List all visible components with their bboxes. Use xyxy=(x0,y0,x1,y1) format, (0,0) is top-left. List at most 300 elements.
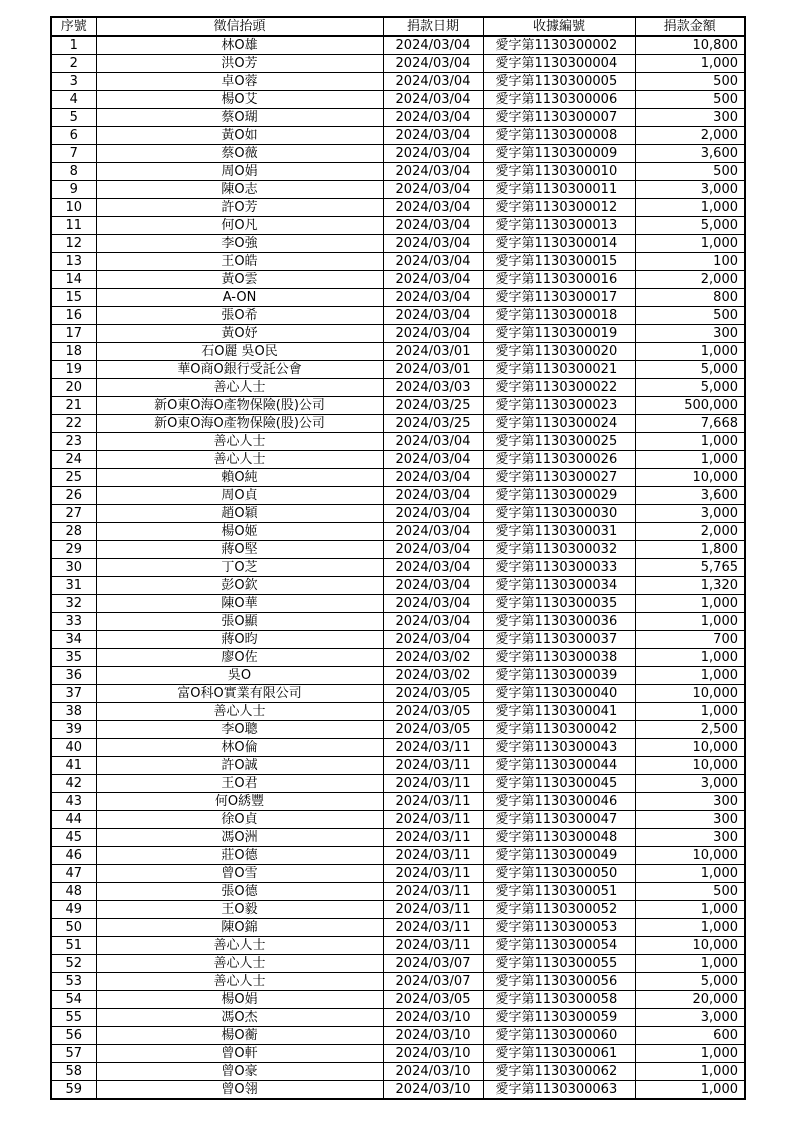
cell-donor-title: 蔣O堅 xyxy=(96,541,383,559)
cell-serial-number: 50 xyxy=(51,919,96,937)
cell-donation-date: 2024/03/11 xyxy=(383,739,483,757)
cell-donor-title: 新O東O海O產物保險(股)公司 xyxy=(96,397,383,415)
cell-donor-title: 許O芳 xyxy=(96,199,383,217)
cell-receipt-number: 愛字第1130300026 xyxy=(483,451,635,469)
cell-receipt-number: 愛字第1130300040 xyxy=(483,685,635,703)
table-row xyxy=(51,829,745,847)
cell-receipt-number: 愛字第1130300060 xyxy=(483,1027,635,1045)
cell-donation-amount: 10,800 xyxy=(635,36,745,55)
cell-donation-date: 2024/03/11 xyxy=(383,883,483,901)
cell-donation-amount: 500 xyxy=(635,91,745,109)
cell-donation-date: 2024/03/04 xyxy=(383,469,483,487)
cell-serial-number: 31 xyxy=(51,577,96,595)
cell-donor-title: 趙O穎 xyxy=(96,505,383,523)
cell-receipt-number: 愛字第1130300008 xyxy=(483,127,635,145)
cell-receipt-number: 愛字第1130300044 xyxy=(483,757,635,775)
cell-donation-amount: 5,000 xyxy=(635,379,745,397)
cell-donation-amount: 1,000 xyxy=(635,595,745,613)
cell-donation-date: 2024/03/04 xyxy=(383,559,483,577)
cell-donor-title: 黃O妤 xyxy=(96,325,383,343)
cell-donation-amount: 1,000 xyxy=(635,649,745,667)
cell-receipt-number: 愛字第1130300011 xyxy=(483,181,635,199)
table-row xyxy=(51,145,745,163)
cell-donor-title: 廖O佐 xyxy=(96,649,383,667)
cell-serial-number: 7 xyxy=(51,145,96,163)
cell-donation-date: 2024/03/25 xyxy=(383,397,483,415)
cell-serial-number: 15 xyxy=(51,289,96,307)
cell-serial-number: 3 xyxy=(51,73,96,91)
cell-donor-title: 王O皓 xyxy=(96,253,383,271)
cell-serial-number: 18 xyxy=(51,343,96,361)
cell-serial-number: 52 xyxy=(51,955,96,973)
cell-donor-title: 吳O xyxy=(96,667,383,685)
cell-receipt-number: 愛字第1130300039 xyxy=(483,667,635,685)
cell-donor-title: 卓O蓉 xyxy=(96,73,383,91)
table-row xyxy=(51,739,745,757)
cell-donation-date: 2024/03/11 xyxy=(383,829,483,847)
cell-donor-title: 周O娟 xyxy=(96,163,383,181)
cell-donor-title: 賴O純 xyxy=(96,469,383,487)
table-row xyxy=(51,595,745,613)
cell-donation-date: 2024/03/11 xyxy=(383,775,483,793)
cell-donation-date: 2024/03/04 xyxy=(383,523,483,541)
cell-receipt-number: 愛字第1130300023 xyxy=(483,397,635,415)
cell-serial-number: 51 xyxy=(51,937,96,955)
table-row xyxy=(51,1063,745,1081)
cell-serial-number: 27 xyxy=(51,505,96,523)
table-row xyxy=(51,1081,745,1100)
table-row xyxy=(51,109,745,127)
cell-serial-number: 57 xyxy=(51,1045,96,1063)
cell-donor-title: A-ON xyxy=(96,289,383,307)
cell-donation-date: 2024/03/04 xyxy=(383,217,483,235)
cell-donation-date: 2024/03/11 xyxy=(383,793,483,811)
cell-donation-amount: 3,000 xyxy=(635,505,745,523)
cell-serial-number: 2 xyxy=(51,55,96,73)
cell-receipt-number: 愛字第1130300051 xyxy=(483,883,635,901)
table-row xyxy=(51,271,745,289)
cell-donation-date: 2024/03/07 xyxy=(383,955,483,973)
cell-donor-title: 楊O姬 xyxy=(96,523,383,541)
cell-donation-amount: 3,600 xyxy=(635,487,745,505)
cell-donor-title: 曾O軒 xyxy=(96,1045,383,1063)
cell-serial-number: 8 xyxy=(51,163,96,181)
cell-donation-date: 2024/03/04 xyxy=(383,36,483,55)
cell-donation-date: 2024/03/04 xyxy=(383,253,483,271)
cell-donor-title: 富O科O實業有限公司 xyxy=(96,685,383,703)
cell-receipt-number: 愛字第1130300062 xyxy=(483,1063,635,1081)
cell-donation-date: 2024/03/11 xyxy=(383,919,483,937)
table-row xyxy=(51,307,745,325)
table-row xyxy=(51,649,745,667)
cell-serial-number: 49 xyxy=(51,901,96,919)
cell-donation-date: 2024/03/05 xyxy=(383,703,483,721)
cell-receipt-number: 愛字第1130300025 xyxy=(483,433,635,451)
table-row xyxy=(51,865,745,883)
cell-receipt-number: 愛字第1130300013 xyxy=(483,217,635,235)
table-row xyxy=(51,127,745,145)
cell-serial-number: 44 xyxy=(51,811,96,829)
cell-donation-date: 2024/03/25 xyxy=(383,415,483,433)
cell-receipt-number: 愛字第1130300007 xyxy=(483,109,635,127)
table-row xyxy=(51,1045,745,1063)
table-row xyxy=(51,199,745,217)
cell-serial-number: 30 xyxy=(51,559,96,577)
cell-serial-number: 9 xyxy=(51,181,96,199)
cell-serial-number: 39 xyxy=(51,721,96,739)
table-row xyxy=(51,235,745,253)
cell-donor-title: 曾O翎 xyxy=(96,1081,383,1100)
cell-donation-amount: 2,000 xyxy=(635,271,745,289)
cell-donation-date: 2024/03/04 xyxy=(383,631,483,649)
cell-serial-number: 14 xyxy=(51,271,96,289)
cell-donor-title: 楊O艾 xyxy=(96,91,383,109)
cell-donation-amount: 10,000 xyxy=(635,739,745,757)
cell-donation-date: 2024/03/04 xyxy=(383,145,483,163)
cell-receipt-number: 愛字第1130300021 xyxy=(483,361,635,379)
cell-serial-number: 53 xyxy=(51,973,96,991)
cell-donor-title: 石O麗 吳O民 xyxy=(96,343,383,361)
cell-donation-date: 2024/03/04 xyxy=(383,505,483,523)
cell-donation-date: 2024/03/11 xyxy=(383,865,483,883)
cell-serial-number: 55 xyxy=(51,1009,96,1027)
cell-donation-date: 2024/03/02 xyxy=(383,649,483,667)
cell-serial-number: 32 xyxy=(51,595,96,613)
cell-donation-date: 2024/03/04 xyxy=(383,595,483,613)
cell-serial-number: 48 xyxy=(51,883,96,901)
table-row xyxy=(51,163,745,181)
cell-receipt-number: 愛字第1130300006 xyxy=(483,91,635,109)
cell-serial-number: 16 xyxy=(51,307,96,325)
cell-donation-amount: 1,000 xyxy=(635,235,745,253)
cell-donation-amount: 1,800 xyxy=(635,541,745,559)
cell-donor-title: 楊O蘅 xyxy=(96,1027,383,1045)
cell-receipt-number: 愛字第1130300043 xyxy=(483,739,635,757)
cell-donor-title: 徐O貞 xyxy=(96,811,383,829)
table-row xyxy=(51,379,745,397)
cell-donor-title: 何O凡 xyxy=(96,217,383,235)
cell-donor-title: 善心人士 xyxy=(96,433,383,451)
header-donation-amount: 捐款金額 xyxy=(635,17,745,36)
cell-donor-title: 彭O欽 xyxy=(96,577,383,595)
cell-receipt-number: 愛字第1130300015 xyxy=(483,253,635,271)
cell-serial-number: 11 xyxy=(51,217,96,235)
table-row xyxy=(51,685,745,703)
cell-serial-number: 36 xyxy=(51,667,96,685)
cell-receipt-number: 愛字第1130300033 xyxy=(483,559,635,577)
cell-serial-number: 23 xyxy=(51,433,96,451)
table-row xyxy=(51,757,745,775)
cell-donor-title: 蔡O瑚 xyxy=(96,109,383,127)
cell-serial-number: 54 xyxy=(51,991,96,1009)
cell-serial-number: 58 xyxy=(51,1063,96,1081)
cell-donor-title: 善心人士 xyxy=(96,955,383,973)
cell-donor-title: 曾O豪 xyxy=(96,1063,383,1081)
cell-donation-date: 2024/03/11 xyxy=(383,937,483,955)
cell-donation-amount: 1,000 xyxy=(635,343,745,361)
cell-donor-title: 善心人士 xyxy=(96,451,383,469)
cell-donor-title: 莊O德 xyxy=(96,847,383,865)
cell-donation-amount: 300 xyxy=(635,325,745,343)
cell-donor-title: 許O誠 xyxy=(96,757,383,775)
cell-donation-amount: 7,668 xyxy=(635,415,745,433)
cell-serial-number: 6 xyxy=(51,127,96,145)
cell-receipt-number: 愛字第1130300058 xyxy=(483,991,635,1009)
cell-receipt-number: 愛字第1130300050 xyxy=(483,865,635,883)
cell-donation-date: 2024/03/02 xyxy=(383,667,483,685)
cell-serial-number: 1 xyxy=(51,36,96,55)
cell-receipt-number: 愛字第1130300019 xyxy=(483,325,635,343)
cell-receipt-number: 愛字第1130300029 xyxy=(483,487,635,505)
cell-receipt-number: 愛字第1130300041 xyxy=(483,703,635,721)
cell-donation-amount: 3,600 xyxy=(635,145,745,163)
cell-serial-number: 26 xyxy=(51,487,96,505)
cell-donor-title: 李O強 xyxy=(96,235,383,253)
cell-donation-date: 2024/03/10 xyxy=(383,1009,483,1027)
cell-receipt-number: 愛字第1130300055 xyxy=(483,955,635,973)
cell-receipt-number: 愛字第1130300063 xyxy=(483,1081,635,1100)
table-row xyxy=(51,343,745,361)
cell-donor-title: 蔡O薇 xyxy=(96,145,383,163)
cell-receipt-number: 愛字第1130300061 xyxy=(483,1045,635,1063)
cell-donor-title: 馮O洲 xyxy=(96,829,383,847)
cell-donation-date: 2024/03/05 xyxy=(383,991,483,1009)
cell-donor-title: 陳O華 xyxy=(96,595,383,613)
cell-donation-amount: 1,000 xyxy=(635,451,745,469)
cell-donor-title: 周O貞 xyxy=(96,487,383,505)
cell-receipt-number: 愛字第1130300042 xyxy=(483,721,635,739)
table-row xyxy=(51,36,745,55)
table-row xyxy=(51,91,745,109)
cell-receipt-number: 愛字第1130300046 xyxy=(483,793,635,811)
cell-donation-amount: 5,000 xyxy=(635,973,745,991)
table-row xyxy=(51,361,745,379)
cell-donor-title: 善心人士 xyxy=(96,703,383,721)
table-row xyxy=(51,451,745,469)
cell-donor-title: 丁O芝 xyxy=(96,559,383,577)
table-row xyxy=(51,289,745,307)
table-row xyxy=(51,433,745,451)
table-row xyxy=(51,937,745,955)
cell-donation-amount: 10,000 xyxy=(635,757,745,775)
cell-donor-title: 蔣O昀 xyxy=(96,631,383,649)
cell-serial-number: 12 xyxy=(51,235,96,253)
cell-donation-amount: 20,000 xyxy=(635,991,745,1009)
cell-donation-date: 2024/03/10 xyxy=(383,1027,483,1045)
cell-donation-amount: 500 xyxy=(635,307,745,325)
cell-donation-date: 2024/03/04 xyxy=(383,577,483,595)
table-body xyxy=(51,36,745,1099)
table-row xyxy=(51,955,745,973)
cell-donation-date: 2024/03/04 xyxy=(383,433,483,451)
cell-donor-title: 張O希 xyxy=(96,307,383,325)
cell-serial-number: 5 xyxy=(51,109,96,127)
cell-serial-number: 45 xyxy=(51,829,96,847)
table-row xyxy=(51,469,745,487)
cell-donation-date: 2024/03/03 xyxy=(383,379,483,397)
cell-donation-amount: 1,000 xyxy=(635,613,745,631)
cell-receipt-number: 愛字第1130300009 xyxy=(483,145,635,163)
cell-receipt-number: 愛字第1130300035 xyxy=(483,595,635,613)
cell-donation-date: 2024/03/11 xyxy=(383,811,483,829)
cell-donation-amount: 1,000 xyxy=(635,667,745,685)
cell-receipt-number: 愛字第1130300049 xyxy=(483,847,635,865)
table-row xyxy=(51,847,745,865)
cell-serial-number: 46 xyxy=(51,847,96,865)
cell-donation-amount: 500 xyxy=(635,73,745,91)
cell-donation-date: 2024/03/10 xyxy=(383,1081,483,1100)
cell-serial-number: 59 xyxy=(51,1081,96,1100)
cell-donation-date: 2024/03/04 xyxy=(383,613,483,631)
cell-donation-amount: 1,000 xyxy=(635,955,745,973)
cell-donation-amount: 1,000 xyxy=(635,1081,745,1100)
table-row xyxy=(51,631,745,649)
cell-donation-amount: 500,000 xyxy=(635,397,745,415)
cell-donation-amount: 5,765 xyxy=(635,559,745,577)
cell-donation-amount: 100 xyxy=(635,253,745,271)
cell-donation-date: 2024/03/07 xyxy=(383,973,483,991)
cell-donor-title: 馮O杰 xyxy=(96,1009,383,1027)
cell-serial-number: 43 xyxy=(51,793,96,811)
table-row xyxy=(51,883,745,901)
table-row xyxy=(51,415,745,433)
cell-serial-number: 42 xyxy=(51,775,96,793)
cell-serial-number: 28 xyxy=(51,523,96,541)
cell-donation-date: 2024/03/04 xyxy=(383,451,483,469)
table-row xyxy=(51,397,745,415)
cell-donor-title: 黃O如 xyxy=(96,127,383,145)
cell-donation-amount: 1,320 xyxy=(635,577,745,595)
cell-serial-number: 24 xyxy=(51,451,96,469)
table-row xyxy=(51,523,745,541)
cell-donor-title: 林O雄 xyxy=(96,36,383,55)
table-row xyxy=(51,991,745,1009)
cell-donor-title: 王O君 xyxy=(96,775,383,793)
cell-serial-number: 37 xyxy=(51,685,96,703)
cell-serial-number: 38 xyxy=(51,703,96,721)
table-row xyxy=(51,1027,745,1045)
cell-donation-date: 2024/03/04 xyxy=(383,235,483,253)
table-row xyxy=(51,487,745,505)
cell-donation-amount: 5,000 xyxy=(635,361,745,379)
donation-table xyxy=(50,16,746,1100)
cell-donation-amount: 300 xyxy=(635,811,745,829)
cell-receipt-number: 愛字第1130300048 xyxy=(483,829,635,847)
cell-donation-date: 2024/03/10 xyxy=(383,1045,483,1063)
cell-receipt-number: 愛字第1130300059 xyxy=(483,1009,635,1027)
cell-donation-amount: 10,000 xyxy=(635,469,745,487)
cell-donation-date: 2024/03/04 xyxy=(383,109,483,127)
table-row xyxy=(51,559,745,577)
cell-receipt-number: 愛字第1130300014 xyxy=(483,235,635,253)
table-row xyxy=(51,505,745,523)
cell-donation-amount: 1,000 xyxy=(635,1063,745,1081)
cell-donor-title: 善心人士 xyxy=(96,973,383,991)
table-row xyxy=(51,73,745,91)
cell-donation-amount: 2,500 xyxy=(635,721,745,739)
cell-donation-date: 2024/03/04 xyxy=(383,307,483,325)
cell-receipt-number: 愛字第1130300018 xyxy=(483,307,635,325)
cell-donation-date: 2024/03/04 xyxy=(383,127,483,145)
cell-donation-amount: 1,000 xyxy=(635,865,745,883)
cell-serial-number: 17 xyxy=(51,325,96,343)
cell-serial-number: 10 xyxy=(51,199,96,217)
cell-donation-amount: 1,000 xyxy=(635,199,745,217)
cell-donation-amount: 600 xyxy=(635,1027,745,1045)
header-receipt-number: 收據編號 xyxy=(483,17,635,36)
cell-donation-date: 2024/03/04 xyxy=(383,289,483,307)
cell-donation-amount: 10,000 xyxy=(635,847,745,865)
cell-receipt-number: 愛字第1130300024 xyxy=(483,415,635,433)
cell-receipt-number: 愛字第1130300016 xyxy=(483,271,635,289)
table-row xyxy=(51,811,745,829)
cell-serial-number: 34 xyxy=(51,631,96,649)
cell-donation-amount: 3,000 xyxy=(635,181,745,199)
cell-donation-amount: 3,000 xyxy=(635,1009,745,1027)
header-serial-number: 序號 xyxy=(51,17,96,36)
cell-donation-amount: 2,000 xyxy=(635,127,745,145)
cell-donor-title: 何O綉豐 xyxy=(96,793,383,811)
cell-donor-title: 張O德 xyxy=(96,883,383,901)
cell-donor-title: 陳O錦 xyxy=(96,919,383,937)
cell-donor-title: 陳O志 xyxy=(96,181,383,199)
cell-receipt-number: 愛字第1130300004 xyxy=(483,55,635,73)
table-row xyxy=(51,577,745,595)
cell-donation-date: 2024/03/04 xyxy=(383,73,483,91)
cell-donor-title: 善心人士 xyxy=(96,937,383,955)
cell-receipt-number: 愛字第1130300045 xyxy=(483,775,635,793)
cell-receipt-number: 愛字第1130300038 xyxy=(483,649,635,667)
cell-donation-amount: 800 xyxy=(635,289,745,307)
table-row xyxy=(51,721,745,739)
cell-receipt-number: 愛字第1130300034 xyxy=(483,577,635,595)
table-row xyxy=(51,217,745,235)
cell-donation-date: 2024/03/04 xyxy=(383,541,483,559)
table-row xyxy=(51,775,745,793)
cell-donor-title: 李O聰 xyxy=(96,721,383,739)
cell-serial-number: 22 xyxy=(51,415,96,433)
cell-donation-amount: 10,000 xyxy=(635,937,745,955)
cell-receipt-number: 愛字第1130300030 xyxy=(483,505,635,523)
cell-donation-amount: 5,000 xyxy=(635,217,745,235)
cell-donation-date: 2024/03/04 xyxy=(383,181,483,199)
header-row xyxy=(51,17,745,36)
cell-donation-date: 2024/03/01 xyxy=(383,343,483,361)
cell-donation-date: 2024/03/01 xyxy=(383,361,483,379)
cell-serial-number: 47 xyxy=(51,865,96,883)
cell-receipt-number: 愛字第1130300010 xyxy=(483,163,635,181)
cell-donation-date: 2024/03/04 xyxy=(383,199,483,217)
cell-donation-amount: 700 xyxy=(635,631,745,649)
cell-receipt-number: 愛字第1130300020 xyxy=(483,343,635,361)
table-row xyxy=(51,973,745,991)
cell-receipt-number: 愛字第1130300047 xyxy=(483,811,635,829)
cell-donation-amount: 300 xyxy=(635,793,745,811)
cell-receipt-number: 愛字第1130300017 xyxy=(483,289,635,307)
table-row xyxy=(51,901,745,919)
cell-donor-title: 王O毅 xyxy=(96,901,383,919)
table-row xyxy=(51,1009,745,1027)
cell-donation-amount: 300 xyxy=(635,829,745,847)
cell-donation-date: 2024/03/04 xyxy=(383,487,483,505)
cell-receipt-number: 愛字第1130300056 xyxy=(483,973,635,991)
cell-donation-date: 2024/03/11 xyxy=(383,901,483,919)
table-row xyxy=(51,181,745,199)
cell-donor-title: 楊O娟 xyxy=(96,991,383,1009)
cell-donation-date: 2024/03/04 xyxy=(383,325,483,343)
cell-donor-title: 黃O雲 xyxy=(96,271,383,289)
cell-donation-date: 2024/03/04 xyxy=(383,91,483,109)
